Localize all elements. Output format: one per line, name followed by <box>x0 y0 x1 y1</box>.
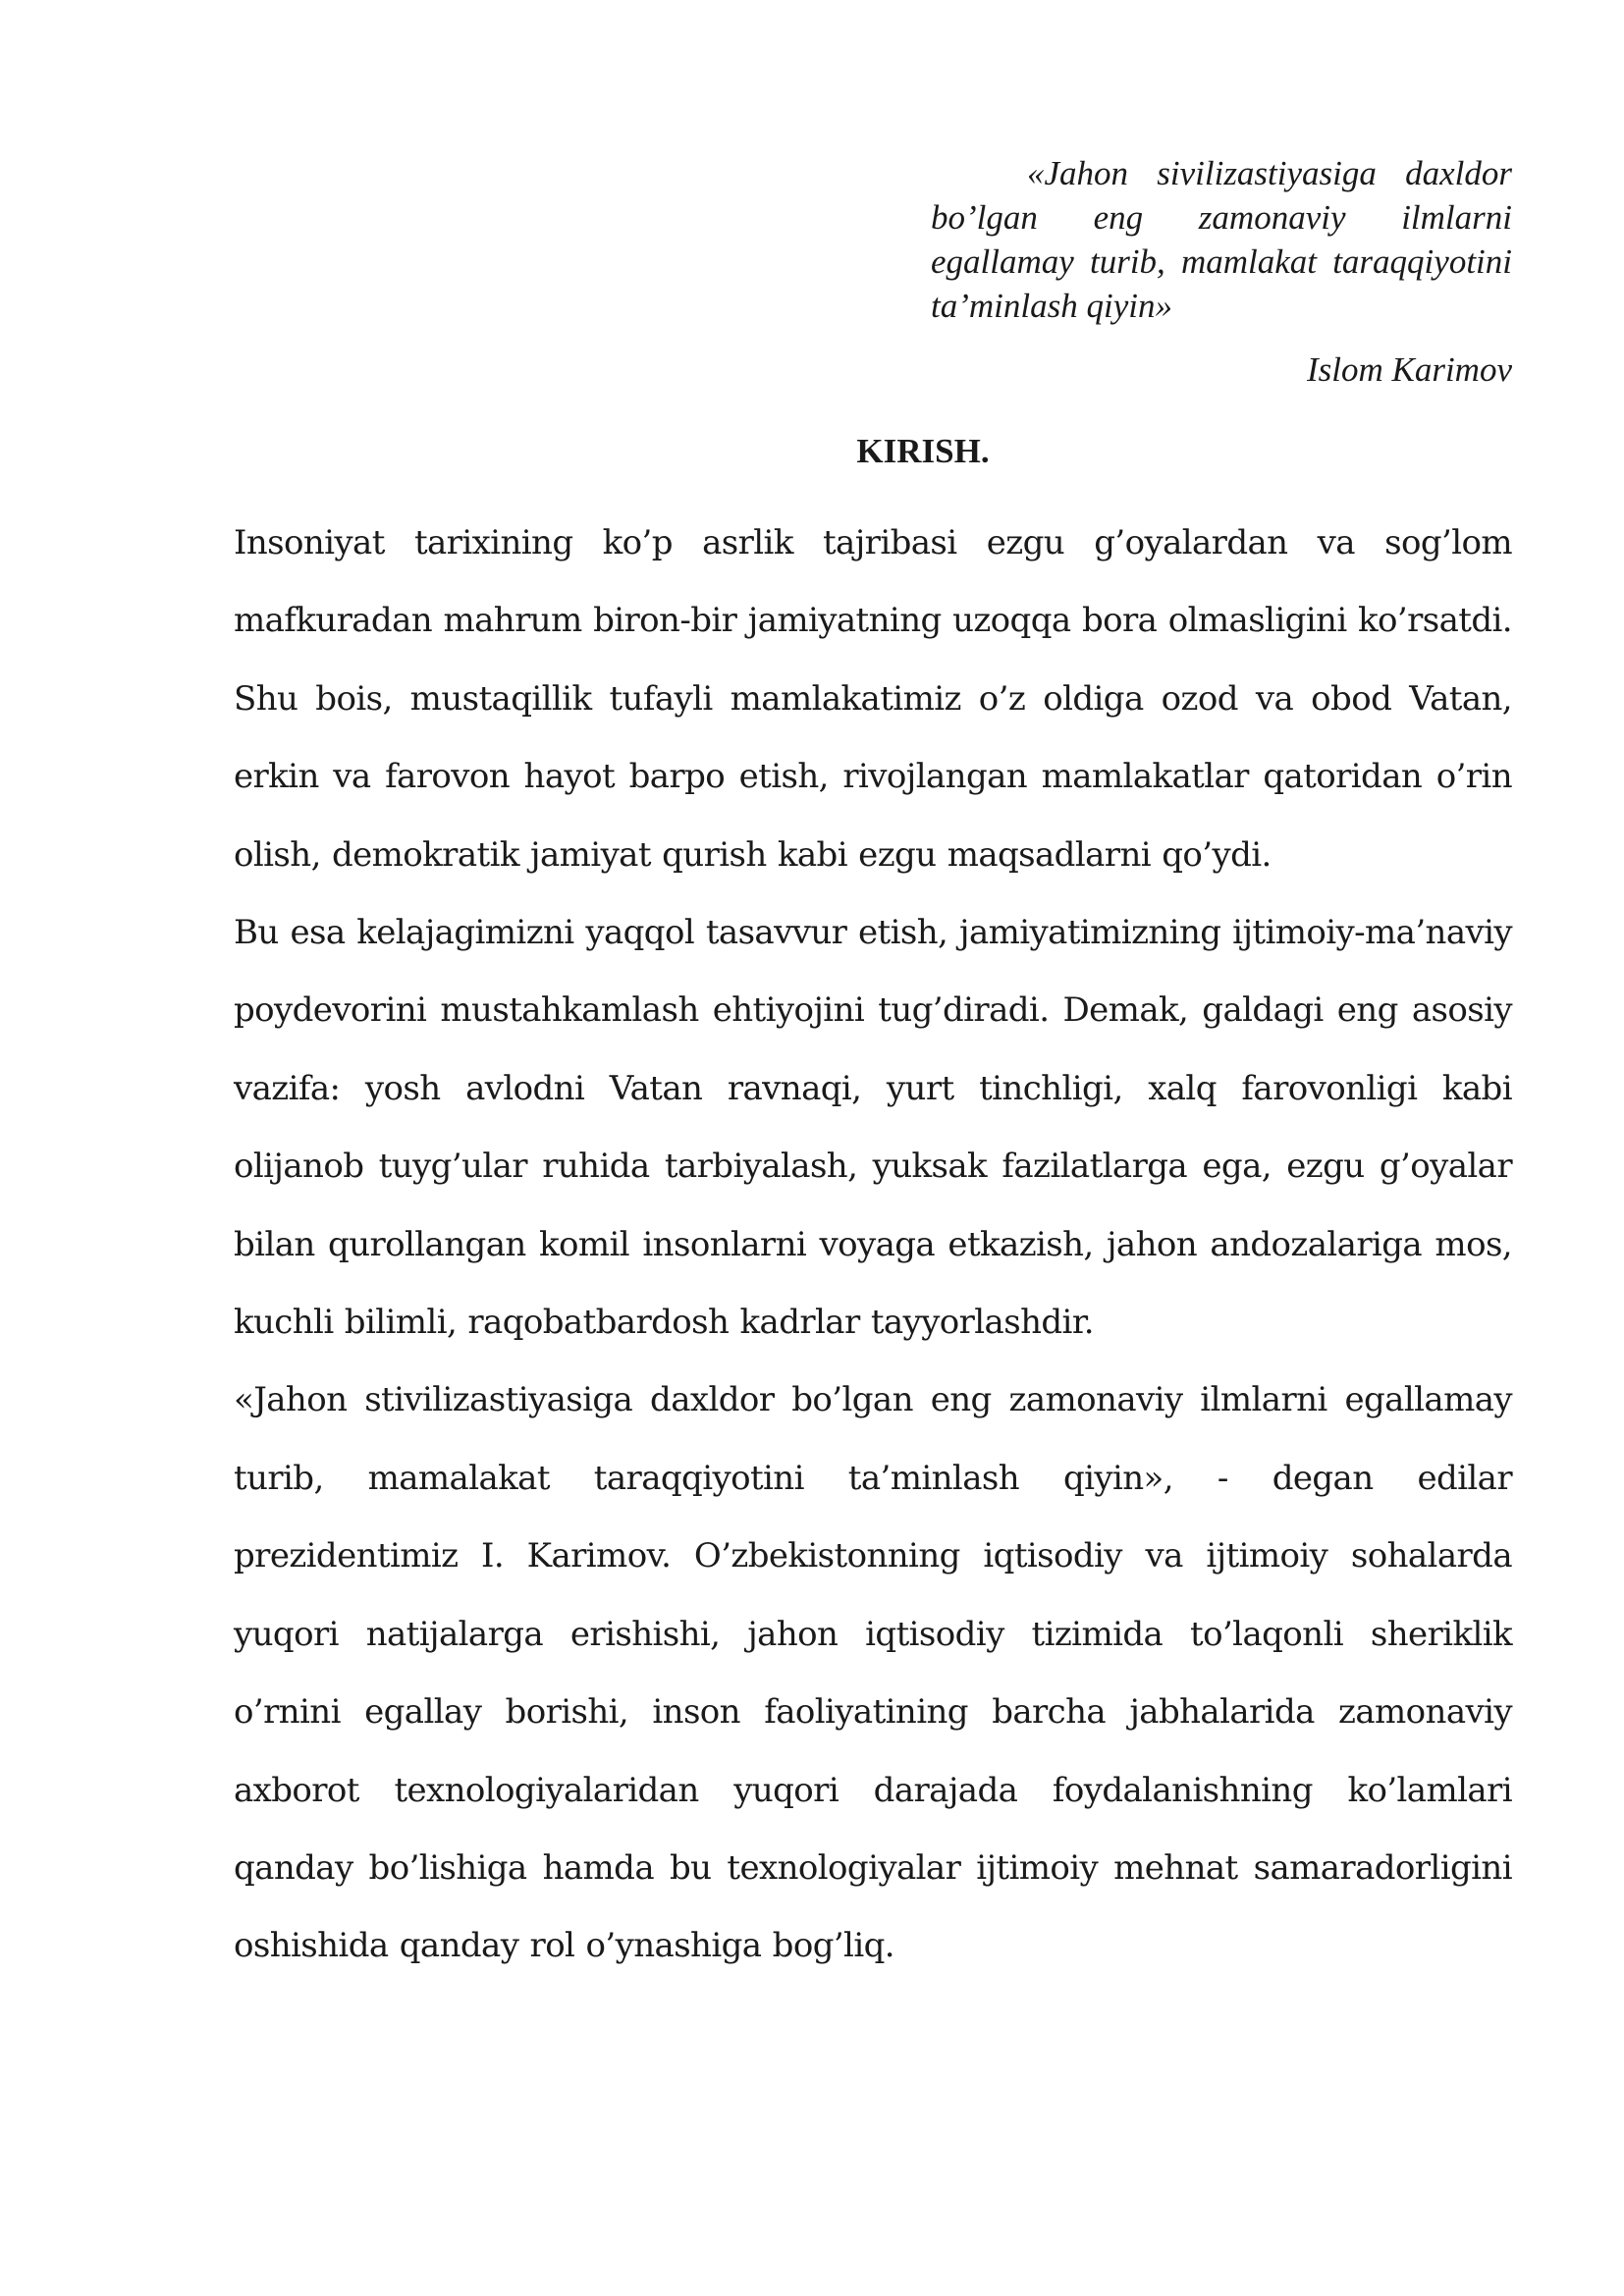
epigraph-quote-text: «Jahon sivilizastiyasiga daxldor bo’lgan eng zamonaviy ilmlarni egallamay turib, mamlakat taraqqiyotini ta’minlash qiyin» <box>931 154 1512 325</box>
paragraph-1: Insoniyat tarixining ko’p asrlik tajribasi ezgu g’oyalardan va sog’lom mafkuradan mahrum biron-bir jamiyatning uzoqqa bora olmasligini ko’rsatdi. Shu bois, mustaqillik tufayli mamlakatimiz o’z oldiga ozod va obod Vatan, erkin va farovon hayot barpo etish, rivojlangan mamlakatlar qatoridan o’rin olish, demokratik jamiyat qurish kabi ezgu maqsadlarni qo’ydi. <box>234 523 1512 875</box>
paragraph-2: Bu esa kelajagimizni yaqqol tasavvur etish, jamiyatimizning ijtimoiy-ma’naviy poydevorini mustahkamlash ehtiyojini tug’diradi. Demak, galdagi eng asosiy vazifa: yosh avlodni Vatan ravnaqi, yurt tinchligi, xalq farovonligi kabi olijanob tuyg’ular ruhida tarbiyalash, yuksak fazilatlarga ega, ezgu g’oyalar bilan qurollangan komil insonlarni voyaga etkazish, jahon andozalariga mos, kuchli bilimli, raqobatbardosh kadrlar tayyorlashdir. <box>234 913 1512 1343</box>
section-heading: KIRISH. <box>856 432 990 470</box>
epigraph-quote <box>931 151 1512 328</box>
body-text <box>234 505 1512 1986</box>
paragraph-3: «Jahon stivilizastiyasiga daxldor bo’lgan eng zamonaviy ilmlarni egallamay turib, mamalakat taraqqiyotini ta’minlash qiyin», - degan edilar prezidentimiz I. Karimov. O’zbekistonning iqtisodiy va ijtimoiy sohalarda yuqori natijalarga erishishi, jahon iqtisodiy tizimida to’laqonli sheriklik o’rnini egallay borishi, inson faoliyatining barcha jabhalarida zamonaviy axborot texnologiyalaridan yuqori darajada foydalanishning ko’lamlari qanday bo’lishiga hamda bu texnologiyalar ijtimoiy mehnat samaradorligini oshishida qanday rol o’ynashiga bog’liq. <box>234 1380 1512 1966</box>
epigraph-author: Islom Karimov <box>1306 350 1512 389</box>
